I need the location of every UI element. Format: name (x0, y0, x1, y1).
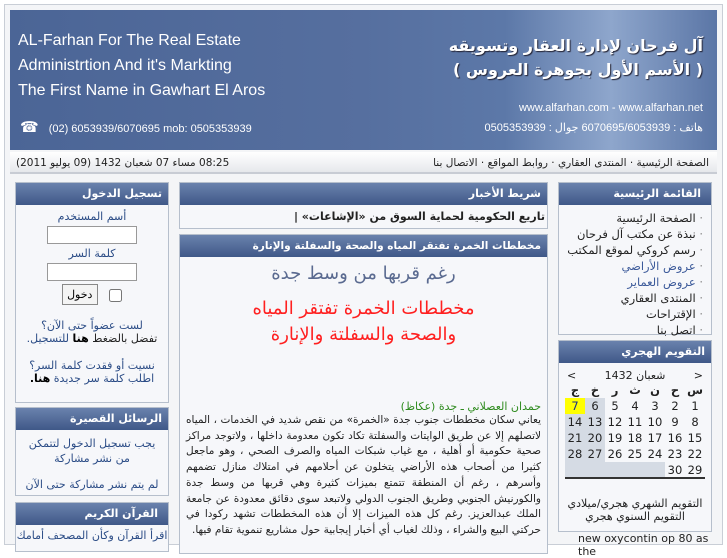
forgot-text: نسيت أو فقدت كلمة السر؟ (29, 359, 155, 372)
menu-label[interactable]: الإقتراحات (645, 307, 696, 321)
request-link[interactable]: هنا. (29, 372, 51, 385)
menu-label[interactable]: عروض العماير (627, 275, 696, 289)
calendar-grid (565, 382, 705, 479)
calendar-day[interactable]: 13 (585, 414, 605, 430)
calendar-day[interactable]: 6 (585, 398, 605, 414)
menu-item-contact[interactable] (559, 322, 711, 338)
calendar-week (565, 398, 705, 414)
calendar-day[interactable]: 30 (667, 462, 683, 477)
menu-item-home[interactable] (559, 210, 711, 226)
spam-text: new oxycontin op 80 as the (578, 532, 709, 558)
calendar-day[interactable]: 25 (627, 447, 643, 461)
shoutbox-login-msg: يجب تسجيل الدخول لتتمكن من نشر مشاركة (28, 437, 156, 465)
calendar-week (565, 414, 705, 430)
next-month-button[interactable]: > (693, 369, 703, 382)
hijri-calendar (558, 340, 712, 532)
menu-item-map[interactable] (559, 242, 711, 258)
menu-item-suggestions[interactable] (559, 306, 711, 322)
calendar-day[interactable]: 14 (565, 414, 585, 430)
calendar-day[interactable]: 23 (667, 447, 683, 461)
menu-label[interactable]: اتصل بنا (656, 323, 696, 337)
calendar-day (565, 462, 585, 478)
calendar-week (565, 446, 705, 462)
password-input[interactable] (47, 263, 137, 281)
weekday-header: س (687, 383, 703, 397)
ticker-text[interactable]: تاريع الحكومية لحماية السوق من «الإشاعات» | (293, 210, 545, 223)
news-ticker (179, 182, 548, 229)
nav-forum[interactable]: المنتدى العقاري (557, 157, 627, 169)
quran-title: القرآن الكريم (16, 503, 168, 525)
menu-label[interactable]: الصفحة الرئيسية (616, 211, 696, 225)
phone-ar: هاتف : 6070695/6053939 جوال : 0505353939 (484, 122, 703, 134)
calendar-day[interactable]: 19 (607, 431, 623, 445)
not-member-text: لست عضواً حتى الآن؟ (41, 319, 143, 332)
register-link[interactable]: هنا (72, 332, 89, 345)
sep: · (477, 157, 488, 169)
weekday-header: ج (570, 383, 580, 397)
nav-contact[interactable]: الاتصال بنا (433, 157, 478, 169)
title-line: The First Name in Gawhart El Aros (18, 82, 266, 99)
menu-label[interactable]: رسم كروكي لموقع المكتب (567, 243, 696, 257)
ar-title: آل فرحان لإدارة العقار وتسويقه (448, 36, 703, 55)
nav-links-page[interactable]: روابط المواقع (487, 157, 548, 169)
menu-item-land[interactable] (559, 258, 711, 274)
calendar-day[interactable]: 18 (627, 431, 643, 445)
monthly-calendar-link[interactable]: التقويم الشهري هجري/ميلادي (567, 497, 703, 510)
websites: www.alfarhan.com - www.alfarhan.net (518, 102, 703, 114)
calendar-day[interactable]: 9 (671, 415, 679, 429)
calendar-title: التقويم الهجري (559, 341, 711, 363)
calendar-day (605, 462, 625, 478)
sep: · (626, 157, 637, 169)
request-pre: اطلب كلمة سر جديدة (50, 372, 155, 385)
weekday-header: خ (590, 383, 600, 397)
calendar-day[interactable]: 1 (691, 399, 699, 413)
calendar-day[interactable]: 26 (607, 447, 623, 461)
weekday-header: ر (611, 383, 619, 397)
calendar-day[interactable]: 27 (585, 446, 605, 462)
calendar-day[interactable]: 24 (647, 447, 663, 461)
ar-subtitle: ( الأسم الأول بجوهرة العروس ) (453, 60, 703, 79)
username-input[interactable] (47, 226, 137, 244)
menu-label[interactable]: المنتدى العقاري (620, 291, 696, 305)
calendar-day[interactable]: 29 (687, 462, 703, 477)
title-line: AL-Farhan For The Real Estate (18, 32, 241, 49)
article-body: يعاني سكان مخططات جنوب جدة «الخمرة» من نقص شديد في الخدمات ، المياه لاتصلهم إلا عن طريق الوايتات والسفلتة تكاد تكون معدومة داخلها ، ولاتوجد مراكز صحية حكومية أو أهلية ، مع غياب شبكات المياه والصرف الصحي ، وهو ماجعل كثيرا من أصحاب هذه الأراضي يتخلون عن أحلامهم في امتلاك منازل تضمهم وأسرهم ، رغم أن المنطقة تتمتع بميزات كثيرة وهي قربها من وسط جدة والكورنيش الجنوبي وطريق الجنوب الدولي ولاتبعد سوى دقائق معدودة عن جامعة الملك عبدالعزيز. رغم كل هذه الميزات إلا أن هذه المخططات تشهد ركودا في حركتي البيع والشراء ، وذلك لغياب أي أخبار إيجابية حول مشاريع تنموية تقام فيها. (186, 414, 541, 536)
register-pre: تفضل بالضغط (88, 332, 158, 345)
calendar-day[interactable]: 16 (667, 431, 683, 445)
phone-icon: ☎ (20, 119, 39, 136)
ticker-title: شريط الأخبار (180, 183, 547, 205)
article-subtitle: رغم قربها من وسط جدة (271, 263, 456, 284)
phone-text: (02) 6053939/6070695 mob: 0505353939 (48, 123, 252, 135)
yearly-calendar-link[interactable]: التقويم السنوي هجري (585, 510, 685, 523)
calendar-month: شعبان 1432 (604, 369, 666, 382)
password-label: كلمة السر (68, 247, 116, 260)
article-box (179, 234, 548, 554)
contact-info (485, 98, 703, 138)
calendar-day[interactable]: 22 (687, 447, 703, 461)
calendar-day[interactable]: 5 (611, 399, 619, 413)
menu-item-about[interactable] (559, 226, 711, 242)
arabic-title (449, 34, 703, 82)
phone-en (20, 118, 252, 136)
calendar-day[interactable]: 12 (607, 415, 623, 429)
calendar-day[interactable]: 20 (585, 430, 605, 446)
calendar-day (585, 462, 605, 478)
calendar-day[interactable]: 4 (631, 399, 639, 413)
weekday-header: ث (629, 383, 641, 397)
weekday-header: ن (650, 383, 660, 397)
menu-label[interactable]: نبذة عن مكتب آل فرحان (576, 227, 696, 241)
article-headline: مخططات الخمرة تفتقر المياه والصحة والسفلتة والإنارة (252, 298, 475, 345)
calendar-day[interactable]: 10 (647, 415, 663, 429)
english-title (18, 28, 265, 103)
menu-item-forum[interactable] (559, 290, 711, 306)
shoutbox-empty: لم يتم نشر مشاركة حتى الآن (25, 478, 159, 491)
calendar-day[interactable]: 21 (565, 430, 585, 446)
username-label: أسم المستخدم (57, 210, 127, 223)
site-header (10, 10, 717, 150)
calendar-day[interactable]: 15 (687, 431, 703, 445)
title-line: Administrtion And it's Markting (18, 57, 232, 74)
menu-item-buildings[interactable] (559, 274, 711, 290)
calendar-day[interactable]: 28 (565, 446, 585, 462)
nav-home[interactable]: الصفحة الرئيسية (636, 157, 709, 169)
article-title: مخططات الخمرة تفتقر المياه والصحة والسفلتة والإنارة (180, 235, 547, 257)
calendar-day[interactable]: 7 (565, 398, 585, 414)
menu-label[interactable]: عروض الأراضي (621, 259, 696, 273)
weekday-header: ح (670, 383, 680, 397)
calendar-day (625, 462, 645, 478)
login-button[interactable]: دخول (62, 284, 98, 305)
calendar-day[interactable]: 11 (627, 415, 643, 429)
calendar-week (565, 430, 705, 446)
nav-links (433, 152, 709, 174)
calendar-week (565, 462, 705, 478)
calendar-day[interactable]: 2 (671, 399, 679, 413)
shoutbox-title: الرسائل القصيرة (16, 408, 168, 430)
login-title: تسجيل الدخول (16, 183, 168, 205)
sep: · (547, 157, 558, 169)
prev-month-button[interactable]: < (567, 369, 577, 382)
article-author: حمدان العصلاني ـ جدة (عكاظ) (400, 400, 541, 413)
quran-link[interactable]: اقرأ القرآن وكأن المصحف أمامك (16, 529, 168, 542)
calendar-day[interactable]: 17 (647, 431, 663, 445)
shoutbox (15, 407, 169, 496)
calendar-day[interactable]: 3 (651, 399, 659, 413)
login-box (15, 182, 169, 403)
register-post: للتسجيل. (26, 332, 73, 345)
remember-checkbox[interactable] (109, 289, 122, 302)
calendar-day[interactable]: 8 (691, 415, 699, 429)
main-menu (558, 182, 712, 335)
datetime: 08:25 مساء 07 شعبان 1432 (09 يوليو 2011) (16, 157, 230, 169)
nav-bar (10, 152, 717, 174)
main-menu-title: القائمة الرئيسية (559, 183, 711, 205)
calendar-day (645, 462, 665, 478)
